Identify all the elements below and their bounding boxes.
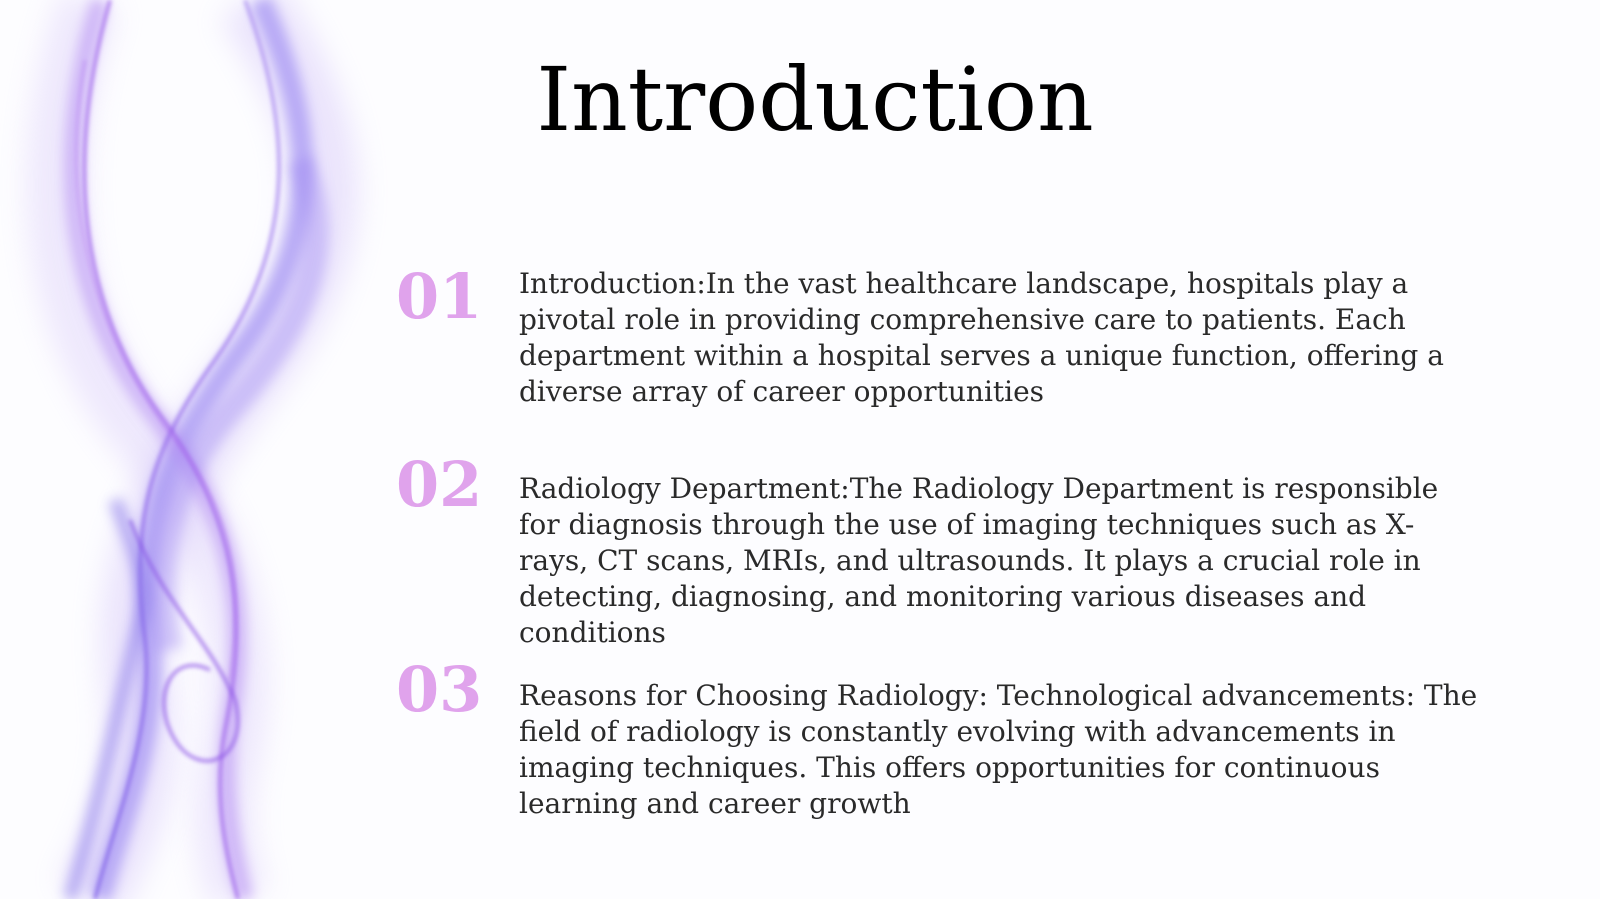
item-text-radiology-department: Radiology Department:The Radiology Department is responsible for diagnosis through the use of imaging techniques such as X-rays, CT scans, MRIs, and ultrasounds. It plays a crucial role in detecting, diagnosing, and monitoring various diseases and conditions xyxy=(519,472,1439,649)
slide-title: Introduction xyxy=(536,48,1094,151)
item-number-02: 02 xyxy=(396,448,483,521)
item-number-03: 03 xyxy=(396,653,483,726)
purple-smoke-decoration xyxy=(0,0,400,899)
item-text-reasons-radiology: Reasons for Choosing Radiology: Technological advancements: The field of radiology is constantly evolving with advancements in imaging techniques. This offers opportunities for continuous learning and career growth xyxy=(519,679,1478,820)
item-text-introduction: Introduction:In the vast healthcare landscape, hospitals play a pivotal role in providing comprehensive care to patients. Each department within a hospital serves a unique function, offering a diverse array of career opportunities xyxy=(519,267,1444,408)
item-number-01: 01 xyxy=(396,260,483,333)
